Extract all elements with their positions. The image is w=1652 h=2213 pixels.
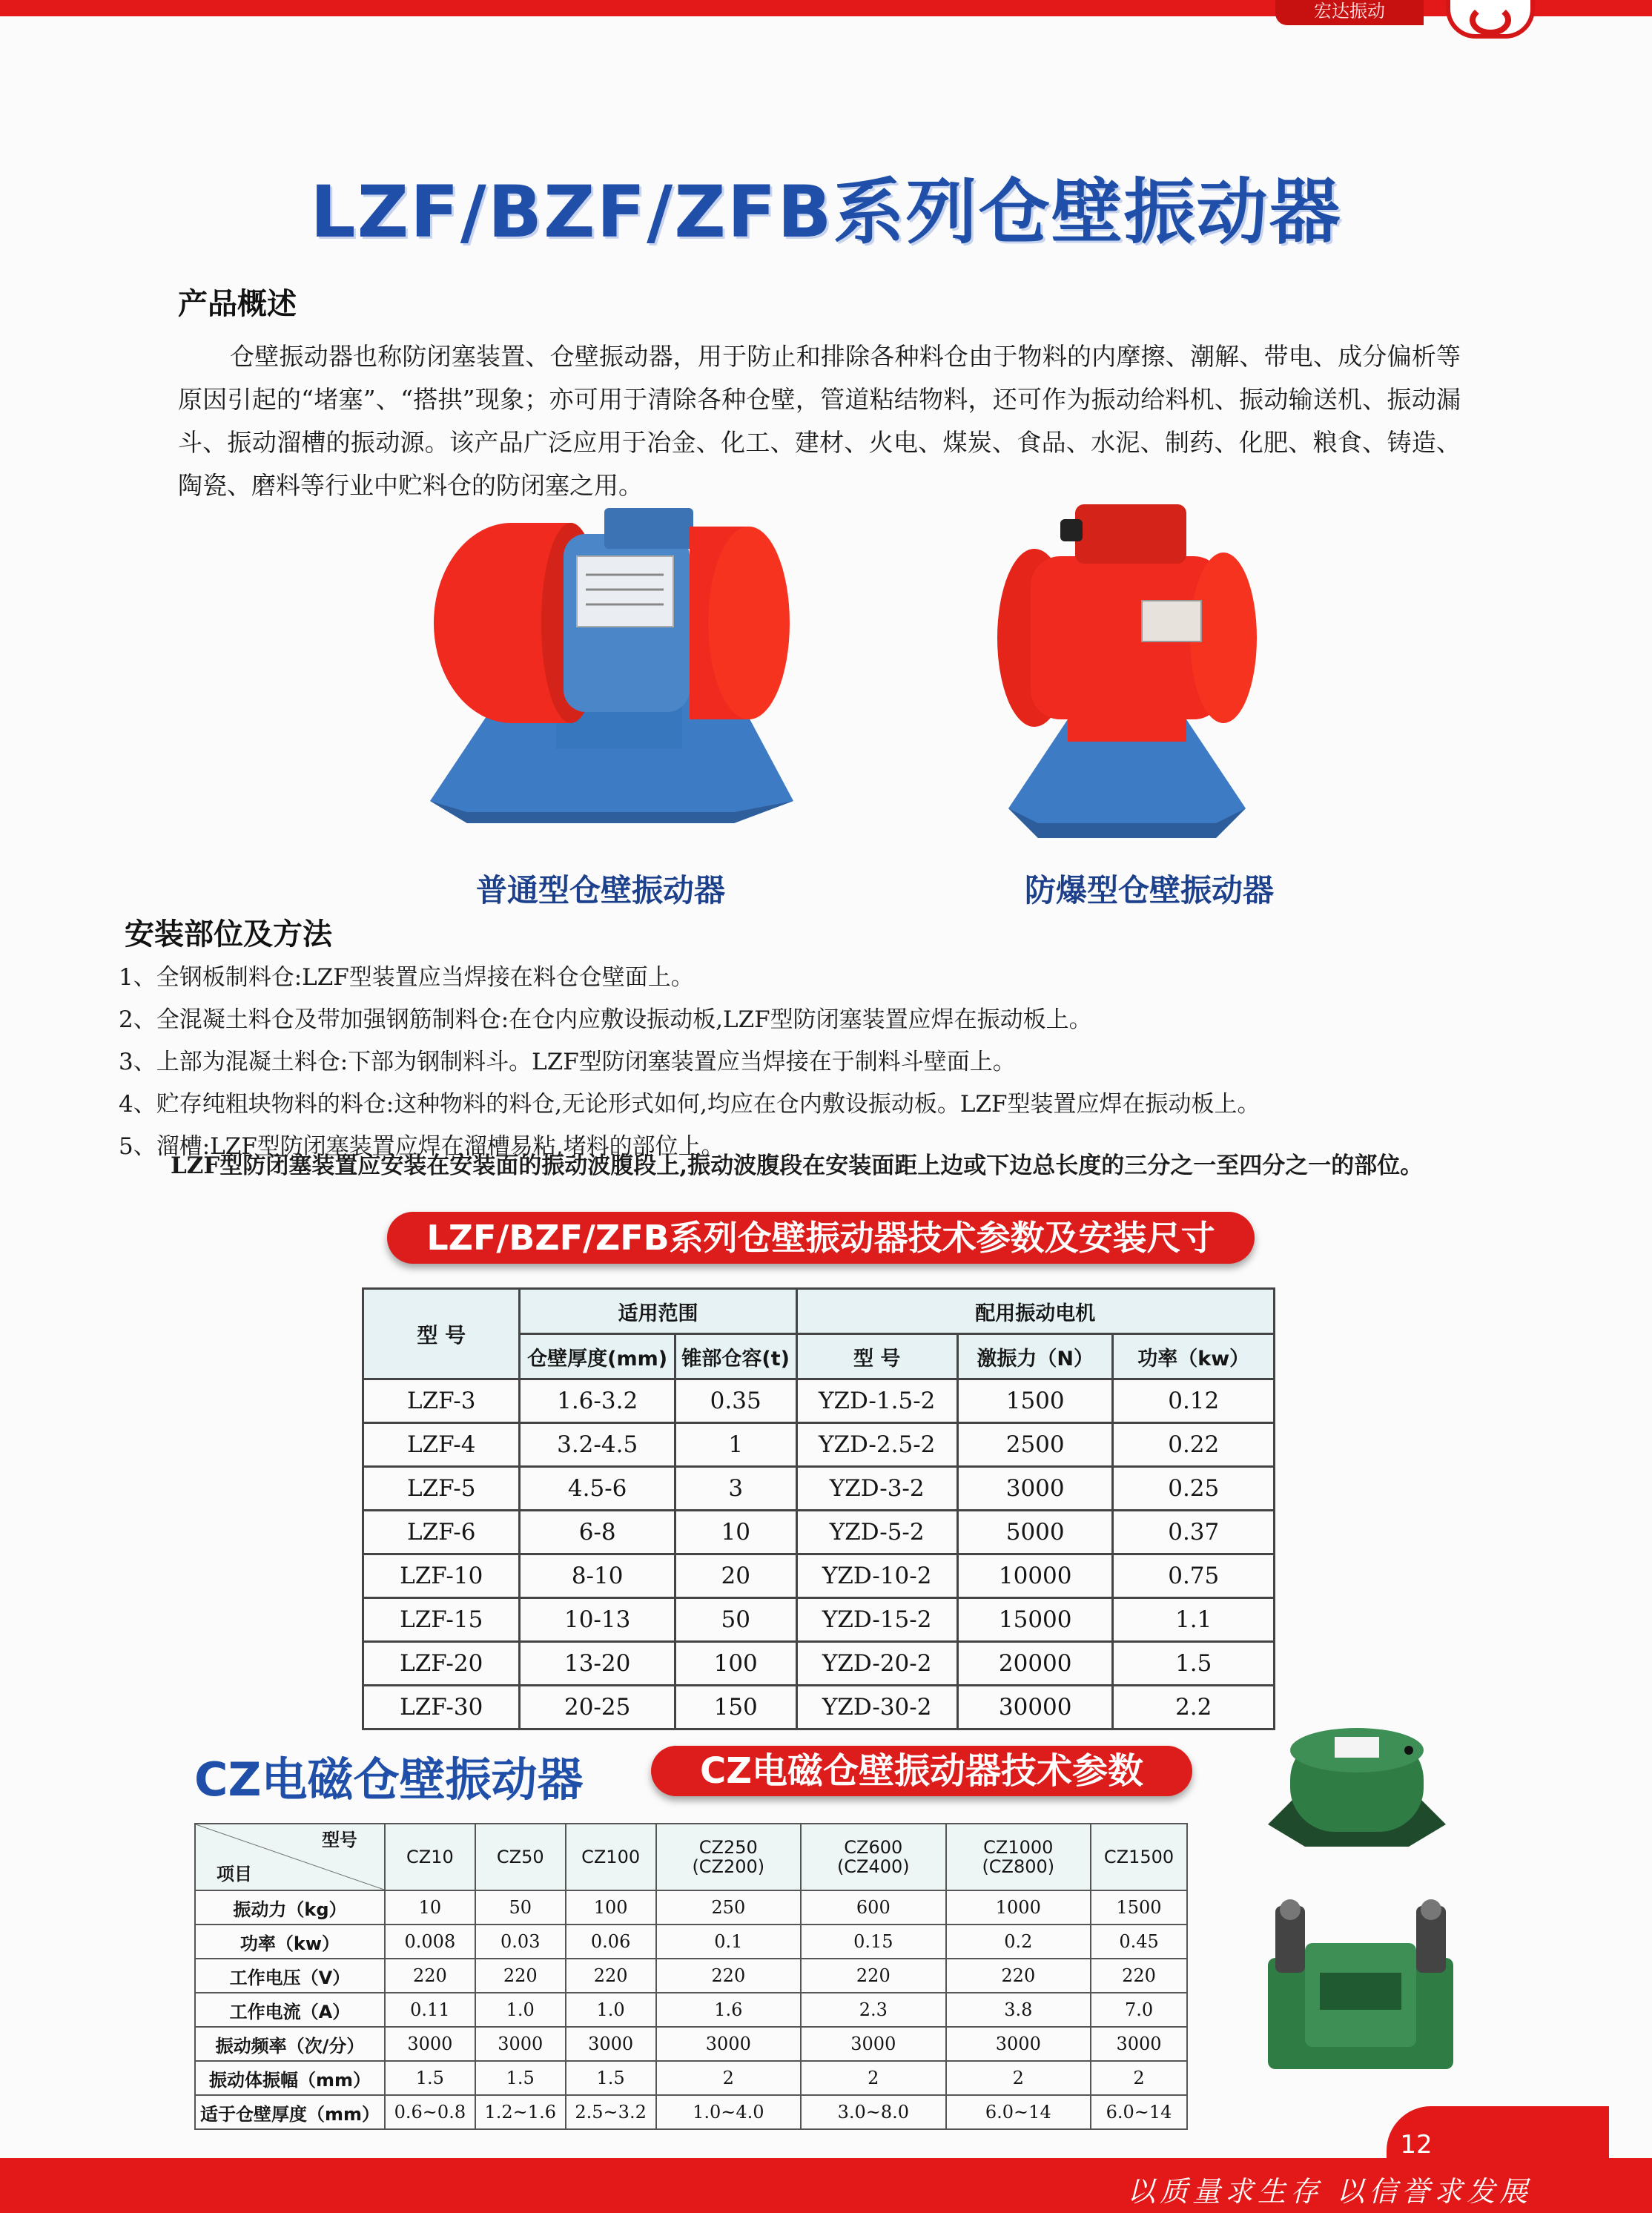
cz-table-body [195,1890,1187,2129]
table-cell: 50 [675,1598,796,1642]
header-wall-thickness: 仓壁厚度(mm) [520,1334,675,1379]
table-cell: 1.5 [475,2061,566,2095]
table-cell: 220 [1091,1959,1187,1993]
cz-model-name: CZ1500 [1103,1847,1174,1867]
header-power: 功率（kw） [1113,1334,1275,1379]
table-cell: 3000 [957,1467,1113,1511]
table-cell: 1 [675,1423,796,1467]
table-cell: 13-20 [520,1642,675,1686]
cz-model-header [801,1824,946,1890]
table-row [195,1993,1187,2027]
overview-paragraph: 仓壁振动器也称防闭塞装置、仓壁振动器，用于防止和排除各种料仓由于物料的内摩擦、潮解、带电、成分偏析等原因引起的“堵塞”、“搭拱”现象；亦可用于清除各种仓壁，管道粘结物料，还可作为振动给料机、振动输送机、振动漏斗、振动溜槽的振动源。该产品广泛应用于冶金、化工、建材、火电、煤炭、食品、水泥、制药、化肥、粮食、铸造、陶瓷、磨料等行业中贮料仓的防闭塞之用。 [178,342,1461,500]
table-cell: 20-25 [520,1686,675,1729]
table-cell: 1.5 [566,2061,656,2095]
cz-corner-item: 项目 [217,1864,252,1884]
table-cell: 0.35 [675,1379,796,1423]
header-motor-model: 型 号 [796,1334,957,1379]
table-cell: 3000 [566,2027,656,2061]
table-cell: 1.5 [385,2061,475,2095]
table-cell: 50 [475,1890,566,1925]
table-cell: 1.0~4.0 [656,2095,802,2129]
table-row [195,2027,1187,2061]
install-note: LZF型防闭塞装置应安装在安装面的振动波腹段上,振动波腹段在安装面距上边或下边总长度的三分之一至四分之一的部位。 [171,1152,1424,1179]
cz-model-name: CZ100 [581,1847,641,1867]
cz-table-banner: CZ电磁仓壁振动器技术参数 [651,1746,1192,1796]
table-cell: 0.008 [385,1925,475,1959]
cz-row-label: 工作电流（A） [195,1993,385,2027]
table-cell: 0.15 [801,1925,946,1959]
cz-row-label: 功率（kw） [195,1925,385,1959]
table-cell: 4.5-6 [520,1467,675,1511]
cz-vibrator-image-bottom [1261,1899,1461,2084]
table-cell: LZF-3 [363,1379,520,1423]
cz-row-label: 振动频率（次/分） [195,2027,385,2061]
table-row [195,1925,1187,1959]
table-cell: YZD-10-2 [796,1554,957,1598]
cz-model-name: CZ1000 [983,1837,1054,1858]
cz-model-header [475,1824,566,1890]
table-cell: 0.45 [1091,1925,1187,1959]
table-cell: 10-13 [520,1598,675,1642]
table-cell: 30000 [957,1686,1113,1729]
explosion-proof-vibrator-image [994,497,1261,853]
cz-model-alt: (CZ200) [692,1856,765,1877]
table-cell: 1.1 [1113,1598,1275,1642]
table-cell: 0.6~0.8 [385,2095,475,2129]
table-cell: LZF-6 [363,1511,520,1554]
cz-model-alt: (CZ800) [982,1856,1055,1877]
cz-spec-table [194,1823,1188,2130]
table-cell: 2500 [957,1423,1113,1467]
cz-header-row [195,1824,1187,1890]
table-cell: 6-8 [520,1511,675,1554]
table-cell: 1.0 [475,1993,566,2027]
install-item-5: 5、溜槽:LZF型防闭塞装置应焊在溜槽易粘,堵料的部位上。 [119,1133,724,1160]
install-item-3: 3、上部为混凝土料仓:下部为钢制料斗。LZF型防闭塞装置应当焊接在于制料斗壁面上。 [119,1049,1016,1075]
table-cell: 3.8 [946,1993,1091,2027]
table-cell: 1.0 [566,1993,656,2027]
table-cell: YZD-15-2 [796,1598,957,1642]
table-cell: 250 [656,1890,802,1925]
table-row [363,1598,1275,1642]
table-cell: 10000 [957,1554,1113,1598]
lzf-table-body [363,1379,1275,1729]
cz-row-label: 振动体振幅（mm） [195,2061,385,2095]
cz-vibrator-image-top [1261,1728,1453,1861]
table-cell: LZF-5 [363,1467,520,1511]
explosion-proof-caption: 防爆型仓壁振动器 [1024,872,1274,908]
table-cell: LZF-10 [363,1554,520,1598]
table-cell: 8-10 [520,1554,675,1598]
table-cell: YZD-5-2 [796,1511,957,1554]
table-cell: 0.25 [1113,1467,1275,1511]
cz-model-header [1091,1824,1187,1890]
table-row [195,1890,1187,1925]
table-cell: YZD-20-2 [796,1642,957,1686]
table-cell: 0.22 [1113,1423,1275,1467]
table-cell: 220 [801,1959,946,1993]
table-cell: 0.37 [1113,1511,1275,1554]
table-cell: 20 [675,1554,796,1598]
cz-model-name: CZ10 [406,1847,454,1867]
table-cell: 0.06 [566,1925,656,1959]
table-cell: 2.2 [1113,1686,1275,1729]
table-cell: YZD-1.5-2 [796,1379,957,1423]
table-cell: 2 [1091,2061,1187,2095]
cz-model-name: CZ250 [698,1837,758,1858]
brand-tab [1275,0,1424,25]
table-cell: 0.2 [946,1925,1091,1959]
cz-model-header [946,1824,1091,1890]
table-cell: LZF-20 [363,1642,520,1686]
cz-corner-cell [195,1824,385,1890]
table-row [195,1959,1187,1993]
table-cell: 1.6 [656,1993,802,2027]
table-cell: YZD-3-2 [796,1467,957,1511]
table-cell: 3000 [946,2027,1091,2061]
table-cell: LZF-4 [363,1423,520,1467]
page-title: LZF/BZF/ZFB系列仓壁振动器 [310,171,1342,254]
cz-model-alt: (CZ400) [836,1856,910,1877]
table-cell: 220 [385,1959,475,1993]
table-cell: 150 [675,1686,796,1729]
table-cell: 6.0~14 [1091,2095,1187,2129]
table-cell: YZD-30-2 [796,1686,957,1729]
cz-row-label: 适于仓壁厚度（mm） [195,2095,385,2129]
table-cell: 6.0~14 [946,2095,1091,2129]
table-cell: 1500 [957,1379,1113,1423]
table-cell: 5000 [957,1511,1113,1554]
table-cell: 2.5~3.2 [566,2095,656,2129]
table-cell: 3000 [385,2027,475,2061]
table-cell: 1.6-3.2 [520,1379,675,1423]
table-cell: 220 [656,1959,802,1993]
install-item-1: 1、全钢板制料仓:LZF型装置应当焊接在料仓仓壁面上。 [119,964,694,991]
table-cell: 7.0 [1091,1993,1187,2027]
install-heading: 安装部位及方法 [125,917,332,952]
table-row [363,1379,1275,1423]
table-cell: 10 [385,1890,475,1925]
table-cell: 220 [475,1959,566,1993]
cz-model-header [656,1824,802,1890]
table-cell: LZF-30 [363,1686,520,1729]
install-item-2: 2、全混凝土料仓及带加强钢筋制料仓:在仓内应敷设振动板,LZF型防闭塞装置应焊在振动板上。 [119,1006,1092,1033]
cz-model-name: CZ50 [496,1847,544,1867]
lzf-table-banner: LZF/BZF/ZFB系列仓壁振动器技术参数及安装尺寸 [387,1212,1255,1264]
ordinary-caption: 普通型仓壁振动器 [475,872,725,908]
table-row [363,1511,1275,1554]
table-cell: 600 [801,1890,946,1925]
table-cell: 220 [566,1959,656,1993]
cz-model-header [566,1824,656,1890]
table-cell: 3.2-4.5 [520,1423,675,1467]
table-cell: 2 [801,2061,946,2095]
header-exciting-force: 激振力（N） [957,1334,1113,1379]
install-list [119,957,1542,1168]
table-cell: 3000 [801,2027,946,2061]
table-cell: 3 [675,1467,796,1511]
table-cell: 2 [946,2061,1091,2095]
ordinary-vibrator-image [423,504,808,831]
table-cell: 0.1 [656,1925,802,1959]
table-row [363,1554,1275,1598]
lzf-spec-table [362,1287,1275,1730]
table-cell: 1.2~1.6 [475,2095,566,2129]
table-cell: YZD-2.5-2 [796,1423,957,1467]
table-cell: 20000 [957,1642,1113,1686]
cz-title: CZ电磁仓壁振动器 [194,1752,584,1807]
install-item-4: 4、贮存纯粗块物料的料仓:这种物料的料仓,无论形式如何,均应在仓内敷设振动板。LZF型装置应焊在振动板上。 [119,1091,1261,1118]
table-cell: 1000 [946,1890,1091,1925]
header-model: 型 号 [363,1289,520,1379]
page-number: 12 [1400,2130,1433,2160]
header-motor-group: 配用振动电机 [796,1289,1275,1334]
table-cell: 2.3 [801,1993,946,2027]
table-row [363,1423,1275,1467]
cz-corner-model: 型号 [321,1830,357,1850]
table-cell: 3.0~8.0 [801,2095,946,2129]
cz-model-name: CZ600 [844,1837,903,1858]
header-range-group: 适用范围 [520,1289,796,1334]
table-row [195,2095,1187,2129]
table-row [195,2061,1187,2095]
table-cell: 15000 [957,1598,1113,1642]
header-cone-capacity: 锥部仓容(t) [675,1334,796,1379]
table-cell: 0.75 [1113,1554,1275,1598]
table-cell: 3000 [475,2027,566,2061]
table-cell: 10 [675,1511,796,1554]
table-cell: 0.11 [385,1993,475,2027]
table-cell: 0.03 [475,1925,566,1959]
brand-text: 宏达振动 [1314,1,1385,22]
cz-model-header [385,1824,475,1890]
table-cell: 1.5 [1113,1642,1275,1686]
table-cell: 0.12 [1113,1379,1275,1423]
table-cell: 100 [675,1642,796,1686]
table-cell: 1500 [1091,1890,1187,1925]
table-cell: 100 [566,1890,656,1925]
cz-row-label: 振动力（kg） [195,1890,385,1925]
overview-heading: 产品概述 [178,287,297,321]
table-cell: 3000 [656,2027,802,2061]
table-cell: LZF-15 [363,1598,520,1642]
table-row [363,1467,1275,1511]
table-cell: 3000 [1091,2027,1187,2061]
brand-logo-icon [1446,0,1535,39]
table-row [363,1686,1275,1729]
table-row [363,1642,1275,1686]
table-cell: 2 [656,2061,802,2095]
table-cell: 220 [946,1959,1091,1993]
footer-slogan: 以质量求生存 以信誉求发展 [1127,2175,1533,2208]
cz-row-label: 工作电压（V） [195,1959,385,1993]
